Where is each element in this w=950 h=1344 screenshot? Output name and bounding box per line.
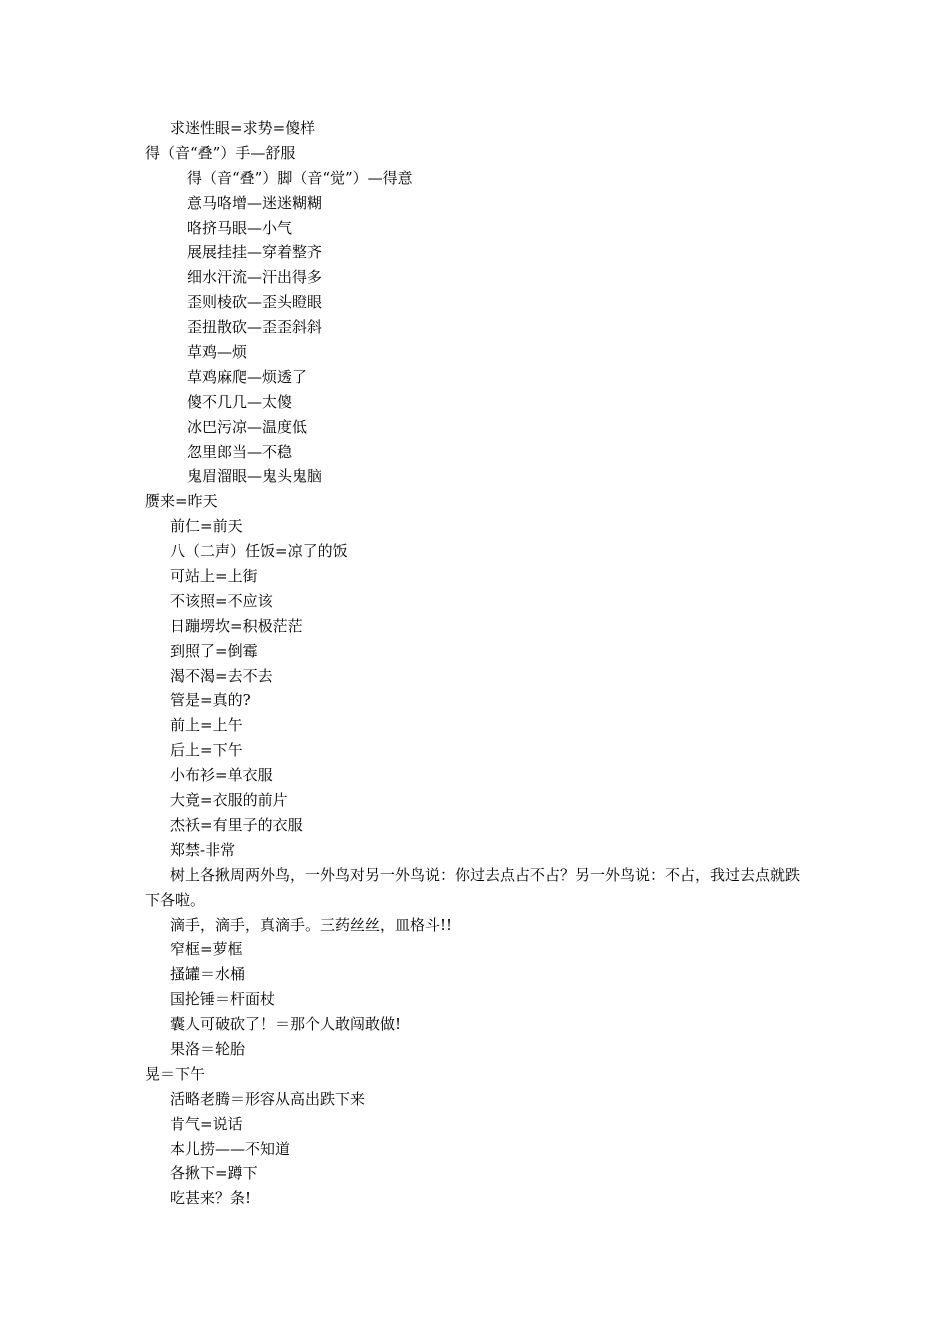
text-line: 搔罐＝水桶 bbox=[170, 965, 246, 984]
text-line: 日蹦塄坎=积极茫茫 bbox=[170, 616, 303, 635]
text-line: 忽里郎当—不稳 bbox=[187, 442, 293, 461]
text-line: 得（音“叠”）脚（音“觉”）—得意 bbox=[187, 168, 413, 187]
text-line: 肯气=说话 bbox=[170, 1114, 243, 1133]
text-paragraph: 树上各揪周两外鸟，一外鸟对另一外鸟说：你过去点占不占？另一外鸟说：不占，我过去点就跌下各啦。 bbox=[145, 865, 801, 909]
text-line: 管是=真的? bbox=[170, 691, 251, 710]
text-line: 囊人可破砍了！＝那个人敢闯敢做! bbox=[170, 1015, 402, 1034]
text-line: 不该照=不应该 bbox=[170, 591, 273, 610]
text-line: 八（二声）任饭=凉了的饭 bbox=[170, 542, 348, 561]
text-line: 展展挂挂—穿着整齐 bbox=[187, 243, 323, 262]
text-line: 可站上=上街 bbox=[170, 567, 258, 586]
text-line: 到照了=倒霉 bbox=[170, 641, 258, 660]
text-line: 活略老腾＝形容从高出跌下来 bbox=[170, 1089, 366, 1108]
text-line: 歪则棱砍—歪头瞪眼 bbox=[187, 293, 323, 312]
text-line: 渴不渴=去不去 bbox=[170, 666, 273, 685]
text-line: 草鸡麻爬—烦透了 bbox=[187, 367, 308, 386]
text-line: 前仁=前天 bbox=[170, 517, 243, 536]
text-line: 后上=下午 bbox=[170, 741, 243, 760]
text-line: 大竟=衣服的前片 bbox=[170, 791, 288, 810]
text-line: 歪扭散砍—歪歪斜斜 bbox=[187, 318, 323, 337]
text-line: 国抡锤＝杆面杖 bbox=[170, 990, 276, 1009]
text-line: 吃甚来？条! bbox=[170, 1189, 252, 1208]
text-line: 前上=上午 bbox=[170, 716, 243, 735]
text-line: 冰巴污凉—温度低 bbox=[187, 417, 308, 436]
text-line: 小布衫=单衣服 bbox=[170, 766, 273, 785]
text-line: 咯挤马眼—小气 bbox=[187, 218, 293, 237]
text-line: 晃＝下午 bbox=[145, 1064, 206, 1083]
text-line: 鬼眉溜眼—鬼头鬼脑 bbox=[187, 467, 323, 486]
text-line: 傻不几几—太傻 bbox=[187, 392, 293, 411]
text-line: 郑禁-非常 bbox=[170, 840, 236, 859]
text-line: 各揪下=蹲下 bbox=[170, 1164, 258, 1183]
text-line: 果洛＝轮胎 bbox=[170, 1039, 246, 1058]
text-line: 窄框=萝框 bbox=[170, 940, 243, 959]
text-line: 得（音“叠”）手—舒服 bbox=[145, 143, 296, 162]
text-line: 本儿捞——不知道 bbox=[170, 1139, 291, 1158]
text-line: 意马咯增—迷迷糊糊 bbox=[187, 193, 323, 212]
text-line: 草鸡—烦 bbox=[187, 343, 248, 362]
text-line: 杰袄=有里子的衣服 bbox=[170, 815, 303, 834]
text-line: 求迷性眼=求势=傻样 bbox=[170, 119, 316, 137]
text-line: 细水汗流—汗出得多 bbox=[187, 268, 323, 287]
document-body bbox=[145, 116, 815, 1211]
text-line: 赝来=昨天 bbox=[145, 492, 218, 511]
text-line: 滴手，滴手，真滴手。三药丝丝，皿格斗!! bbox=[170, 915, 453, 934]
